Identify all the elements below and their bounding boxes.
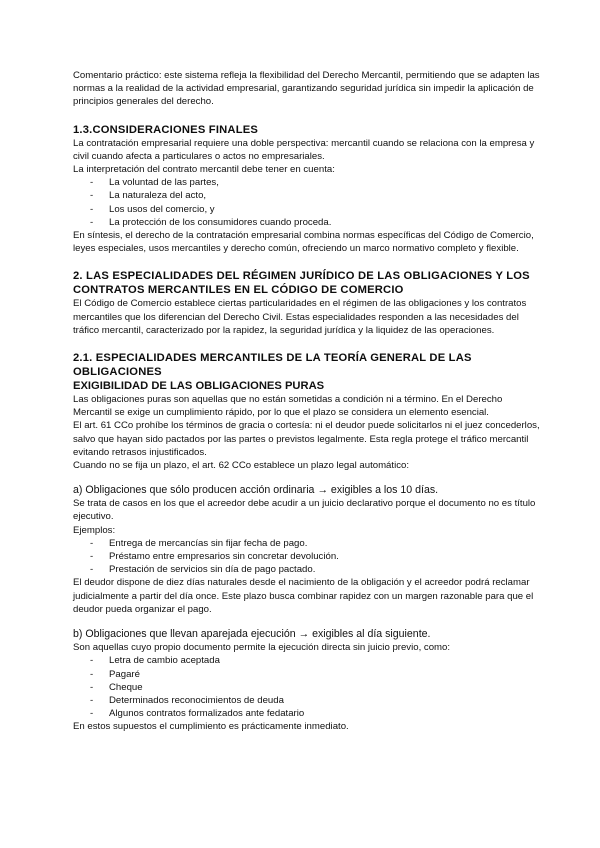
paragraph: El deudor dispone de diez días naturales desde el nacimiento de la obligación y el acreedor podrá reclamar judicialmente a partir del día once. Este plazo busca combinar rapidez con un margen razonable para que el deudor pueda organizar el pago. — [73, 577, 534, 615]
paragraph: El Código de Comercio establece ciertas particularidades en el régimen de las obligaciones y los contratos mercantiles que los diferencian del Derecho Civil. Estas especialidades responden a las necesidades del tráfico mercantil, caracterizado por la rapidez, la seguridad jurídica y la liquidez de las operaciones. — [73, 298, 527, 336]
paragraph: Cuando no se fija un plazo, el art. 62 CCo establece un plazo legal automático: — [73, 460, 409, 472]
list-item: - Letra de cambio aceptada — [73, 654, 540, 667]
interpretation-list — [73, 176, 540, 229]
list-item: - Préstamo entre empresarios sin concretar devolución. — [73, 550, 540, 563]
spacer — [73, 255, 540, 269]
spacer — [73, 472, 540, 483]
case-b-heading: b) Obligaciones que llevan aparejada ejecución → exigibles al día siguiente. — [73, 628, 431, 641]
list-item: - Pagaré — [73, 668, 540, 681]
subsection-title: EXIGIBILIDAD DE LAS OBLIGACIONES PURAS — [73, 380, 325, 393]
section-1-3-title: 1.3.CONSIDERACIONES FINALES — [73, 123, 259, 136]
paragraph: Se trata de casos en los que el acreedor debe acudir a un juicio declarativo porque el documento no es título ejecutivo. — [73, 498, 536, 523]
paragraph: La interpretación del contrato mercantil debe tener en cuenta: — [73, 164, 335, 176]
paragraph: En síntesis, el derecho de la contratación empresarial combina normas específicas del Código de Comercio, leyes especiales, usos mercantiles y derecho común, ofreciendo un marco normativo completo y flexible. — [73, 230, 534, 255]
paragraph: En estos supuestos el cumplimiento es prácticamente inmediato. — [73, 721, 349, 733]
list-item: - La voluntad de las partes, — [73, 176, 540, 189]
examples-label: Ejemplos: — [73, 524, 116, 536]
paragraph: Las obligaciones puras son aquellas que no están sometidas a condición ni a término. En el Derecho Mercantil se exige un cumplimiento rápido, por lo que el plazo se considera un elemento esencial. — [73, 394, 503, 419]
practical-comment: Comentario práctico: este sistema refleja la flexibilidad del Derecho Mercantil, permitiendo que se adapten las normas a la realidad de la actividad empresarial, garantizando seguridad jurídica sin impedir la aplicación de principios generales del derecho. — [73, 70, 540, 108]
spacer — [73, 616, 540, 627]
spacer — [73, 337, 540, 351]
list-item: - Cheque — [73, 681, 540, 694]
list-item: - Determinados reconocimientos de deuda — [73, 694, 540, 707]
section-2-1-title: 2.1. ESPECIALIDADES MERCANTILES DE LA TEORÍA GENERAL DE LAS OBLIGACIONES — [73, 352, 472, 379]
list-item: - Prestación de servicios sin día de pago pactado. — [73, 563, 540, 576]
paragraph: Son aquellas cuyo propio documento permite la ejecución directa sin juicio previo, como: — [73, 642, 451, 654]
examples-list — [73, 537, 540, 577]
list-item: - La naturaleza del acto, — [73, 189, 540, 202]
list-item: - Los usos del comercio, y — [73, 203, 540, 216]
list-item: - La protección de los consumidores cuando proceda. — [73, 216, 540, 229]
paragraph: La contratación empresarial requiere una doble perspectiva: mercantil cuando se relaciona con la empresa y civil cuando afecta a particulares o actos no empresariales. — [73, 137, 535, 162]
section-2-title: 2. LAS ESPECIALIDADES DEL RÉGIMEN JURÍDICO DE LAS OBLIGACIONES Y LOS CONTRATOS MERCANTILES EN EL CÓDIGO DE COMERCIO — [73, 270, 530, 297]
paragraph: El art. 61 CCo prohíbe los términos de gracia o cortesía: ni el deudor puede solicitarlos ni el juez concederlos, salvo que hayan sido pactados por las partes o previstos legalmente. Esta regla protege el tráfico mercantil evitando retrasos injustificados. — [73, 420, 540, 458]
spacer — [73, 109, 540, 123]
case-a-heading: a) Obligaciones que sólo producen acción ordinaria → exigibles a los 10 días. — [73, 484, 439, 497]
executive-titles-list — [73, 654, 540, 720]
list-item: - Algunos contratos formalizados ante fedatario — [73, 707, 540, 720]
list-item: - Entrega de mercancías sin fijar fecha de pago. — [73, 537, 540, 550]
